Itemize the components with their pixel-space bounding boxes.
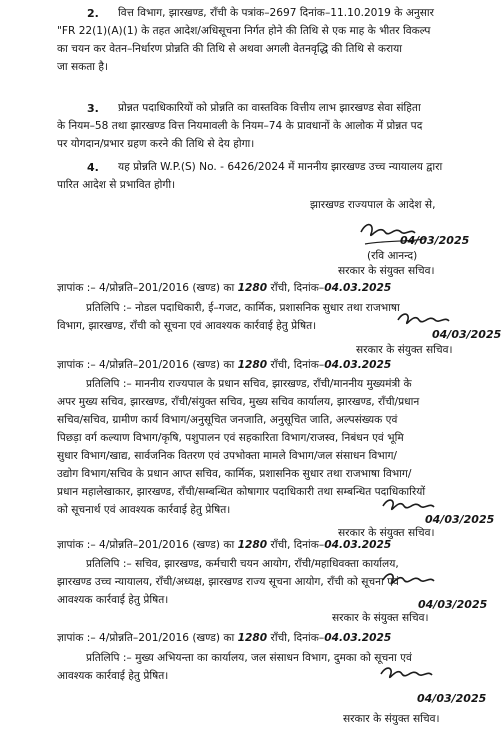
signature-date-5: 04/03/2025 <box>417 692 487 705</box>
signature-date-2: 04/03/2025 <box>432 328 502 341</box>
memo1-city-label: राँची, दिनांक– <box>270 282 325 294</box>
memo4-date: 04.03.2025 <box>324 632 392 644</box>
memo1-line-2: विभाग, झारखण्ड, राँची को सूचना एवं आवश्यक कार्रवाई हेतु प्रेषित। <box>57 320 317 332</box>
memo2-reference <box>57 359 391 372</box>
memo2-line-1: प्रतिलिपि :– माननीय राज्यपाल के प्रधान सचिव, झारखण्ड, राँची/माननीय मुख्यमंत्री के <box>86 378 412 390</box>
memo3-date: 04.03.2025 <box>324 539 392 551</box>
handwritten-signature-5 <box>378 660 458 690</box>
memo3-sign-off: सरकार के संयुक्त सचिव। <box>332 612 429 624</box>
memo2-line-8: को सूचनार्थ एवं आवश्यक कार्रवाई हेतु प्रेषित। <box>57 504 231 516</box>
officer-designation: सरकार के संयुक्त सचिव। <box>338 265 435 277</box>
memo2-sign-off: सरकार के संयुक्त सचिव। <box>338 527 435 539</box>
memo2-prefix: ज्ञापांक :– 4/प्रोन्नति–201/2016 (खण्ड) का <box>57 359 235 371</box>
memo2-date: 04.03.2025 <box>324 359 392 371</box>
memo4-line-2: आवश्यक कार्रवाई हेतु प्रेषित। <box>57 670 169 682</box>
memo2-line-2: अपर मुख्य सचिव, झारखण्ड, राँची/संयुक्त सचिव, मुख्य सचिव कार्यालय, झारखण्ड, राँची/प्रधान <box>57 396 420 408</box>
para3-line-1: प्रोन्नत पदाधिकारियों को प्रोन्नति का वास्तविक वित्तीय लाभ झारखण्ड सेवा संहिता <box>118 102 421 114</box>
signature-date-3: 04/03/2025 <box>425 513 495 526</box>
para4-line-1: यह प्रोन्नति W.P.(S) No. - 6426/2024 में माननीय झारखण्ड उच्च न्यायालय द्वारा <box>118 161 443 173</box>
memo1-date: 04.03.2025 <box>324 282 392 294</box>
officer-name: (रवि आनन्द) <box>367 250 418 262</box>
memo3-line-1: प्रतिलिपि :– सचिव, झारखण्ड, कर्मचारी चयन आयोग, राँची/महाधिवक्ता कार्यालय, <box>86 558 399 570</box>
memo1-number: 1280 <box>237 282 268 294</box>
memo3-line-3: आवश्यक कार्रवाई हेतु प्रेषित। <box>57 594 169 606</box>
para3-number: 3. <box>87 102 99 115</box>
memo4-number: 1280 <box>237 632 268 644</box>
memo3-reference <box>57 539 391 552</box>
memo2-line-6: उद्योग विभाग/सचिव के प्रधान आप्त सचिव, कार्मिक, प्रशासनिक सुधार तथा राजभाषा विभाग/ <box>57 468 412 480</box>
memo4-line-1: प्रतिलिपि :– मुख्य अभियन्ता का कार्यालय, जल संसाधन विभाग, दुमका को सूचना एवं <box>86 652 412 664</box>
handwritten-signature-4 <box>380 566 460 596</box>
para2-line-4: जा सकता है। <box>57 61 109 73</box>
memo2-line-5: सुधार विभाग/खाद्य, सार्वजनिक वितरण एवं उपभोक्ता मामले विभाग/जल संसाधन विभाग/ <box>57 450 397 462</box>
memo1-prefix: ज्ञापांक :– 4/प्रोन्नति–201/2016 (खण्ड) का <box>57 282 235 294</box>
memo4-reference <box>57 632 391 645</box>
memo3-line-2: झारखण्ड उच्च न्यायालय, राँची/अध्यक्ष, झारखण्ड राज्य सूचना आयोग, राँची को सूचना एवं <box>57 576 399 588</box>
memo4-city-label: राँची, दिनांक– <box>270 632 325 644</box>
signature-date-1: 04/03/2025 <box>400 234 470 247</box>
memo1-reference <box>57 282 391 295</box>
para4-line-2: पारित आदेश से प्रभावित होगी। <box>57 179 176 191</box>
memo2-line-3: सचिव/सचिव, ग्रामीण कार्य विभाग/अनुसूचित जनजाति, अनुसूचित जाति, अल्पसंख्यक एवं <box>57 414 398 426</box>
by-order-text: झारखण्ड राज्यपाल के आदेश से, <box>310 199 436 211</box>
memo2-line-7: प्रधान महालेखाकार, झारखण्ड, राँची/सम्बन्धित कोषागार पदाधिकारी तथा सम्बन्धित पदाधिकारियों <box>57 486 426 498</box>
para2-line-1: वित्त विभाग, झारखण्ड, राँची के पत्रांक–2697 दिनांक–11.10.2019 के अनुसार <box>118 7 434 19</box>
para3-line-3: पर योगदान/प्रभार ग्रहण करने की तिथि से देय होगा। <box>57 138 255 150</box>
memo4-sign-off: सरकार के संयुक्त सचिव। <box>343 713 440 725</box>
memo3-prefix: ज्ञापांक :– 4/प्रोन्नति–201/2016 (खण्ड) का <box>57 539 235 551</box>
memo3-city-label: राँची, दिनांक– <box>270 539 325 551</box>
memo1-line-1: प्रतिलिपि :– नोडल पदाधिकारी, ई–गजट, कार्मिक, प्रशासनिक सुधार तथा राजभाषा <box>86 302 400 314</box>
para3-line-2: के नियम–58 तथा झारखण्ड वित्त नियमावली के नियम–74 के प्रावधानों के आलोक में प्रोन्नत पद <box>57 120 423 132</box>
memo2-number: 1280 <box>237 359 268 371</box>
para2-number: 2. <box>87 7 99 20</box>
memo1-sign-off: सरकार के संयुक्त सचिव। <box>356 344 453 356</box>
memo4-prefix: ज्ञापांक :– 4/प्रोन्नति–201/2016 (खण्ड) का <box>57 632 235 644</box>
signature-date-4: 04/03/2025 <box>418 598 488 611</box>
para2-line-2: "FR 22(1)(A)(1) के तहत आदेश/अधिसूचना निर्गत होने की तिथि से एक माह के भीतर विकल्प <box>57 25 431 37</box>
memo2-line-4: पिछड़ा वर्ग कल्याण विभाग/कृषि, पशुपालन एवं सहकारिता विभाग/राजस्व, निबंधन एवं भूमि <box>57 432 404 444</box>
para4-number: 4. <box>87 161 99 174</box>
memo2-city-label: राँची, दिनांक– <box>270 359 325 371</box>
para2-line-3: का चयन कर वेतन–निर्धारण प्रोन्नति की तिथि से अथवा अगली वेतनवृद्धि की तिथि से कराया <box>57 43 402 55</box>
memo3-number: 1280 <box>237 539 268 551</box>
